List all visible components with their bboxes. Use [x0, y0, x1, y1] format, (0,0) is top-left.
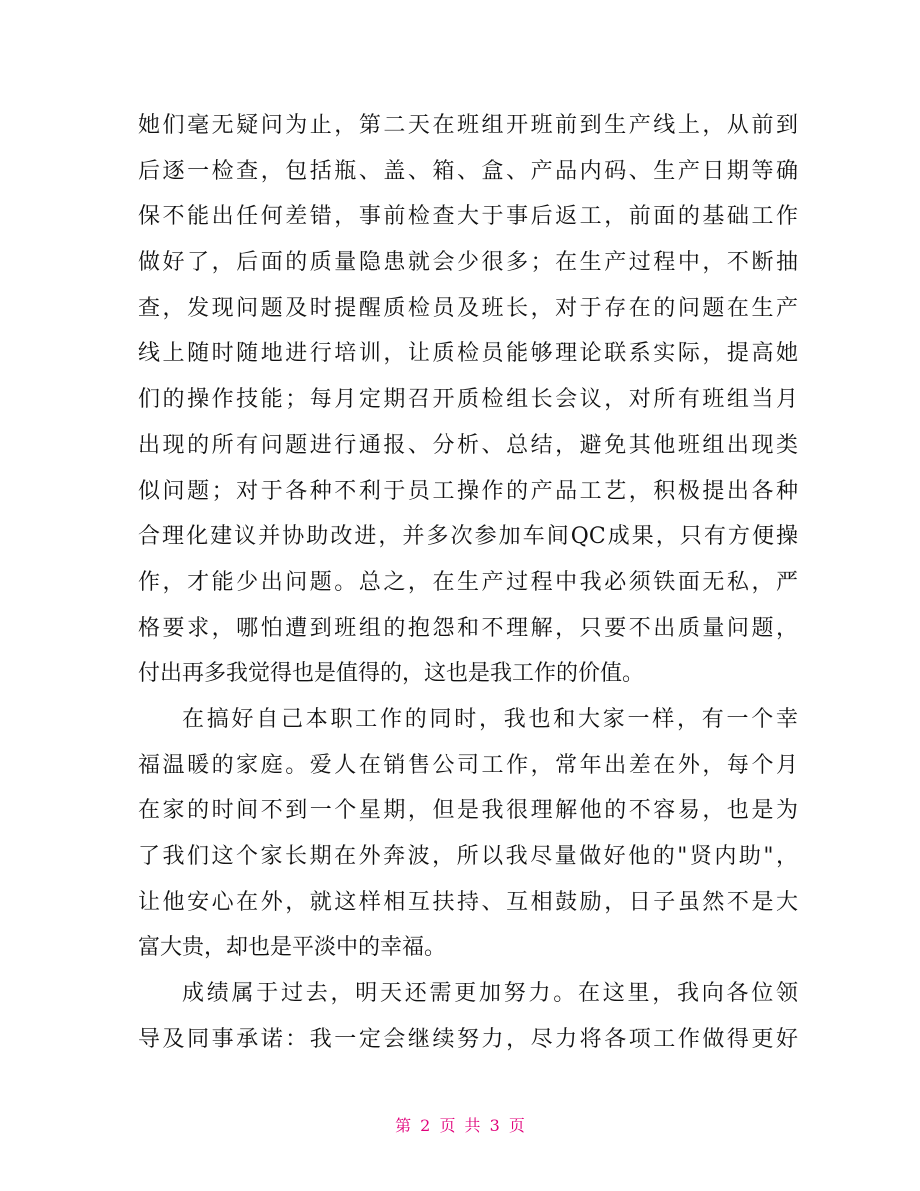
text-line: 查，发现问题及时提醒质检员及班长，对于存在的问题在生产 [138, 295, 798, 321]
paragraph-3 [138, 971, 798, 1062]
text-line: 富大贵，却也是平淡中的幸福。 [138, 935, 447, 961]
text-line: 让他安心在外，就这样相互扶持、互相鼓励，日子虽然不是大 [138, 889, 798, 915]
text-line: 福温暖的家庭。爱人在销售公司工作，常年出差在外，每个月 [138, 752, 798, 778]
text-line: 后逐一检查，包括瓶、盖、箱、盒、产品内码、生产日期等确 [138, 158, 798, 184]
document-body [138, 103, 798, 1062]
text-line: 线上随时随地进行培训，让质检员能够理论联系实际，提高她 [138, 341, 798, 367]
text-line: 在搞好自己本职工作的同时，我也和大家一样，有一个幸 [182, 706, 798, 732]
text-line: 她们毫无疑问为止，第二天在班组开班前到生产线上，从前到 [138, 113, 798, 138]
paragraph-2 [138, 697, 798, 971]
text-line: 导及同事承诺：我一定会继续努力，尽力将各项工作做得更好 [138, 1026, 798, 1052]
page-number-footer: 第 2 页 共 3 页 [395, 1116, 525, 1135]
text-line: 成绩属于过去，明天还需更加努力。在这里，我向各位领 [182, 981, 798, 1007]
paragraph-1 [138, 103, 798, 697]
text-line: 似问题；对于各种不利于员工操作的产品工艺，积极提出各种 [138, 478, 798, 504]
text-line: 出现的所有问题进行通报、分析、总结，避免其他班组出现类 [138, 432, 798, 458]
text-line: 了我们这个家长期在外奔波，所以我尽量做好他的"贤内助"， [138, 844, 798, 869]
text-line: 们的操作技能；每月定期召开质检组长会议，对所有班组当月 [138, 387, 798, 413]
text-line: 合理化建议并协助改进，并多次参加车间QC成果，只有方便操 [138, 524, 798, 550]
text-line: 做好了，后面的质量隐患就会少很多；在生产过程中，不断抽 [138, 250, 798, 276]
text-line: 作，才能少出问题。总之，在生产过程中我必须铁面无私，严 [138, 569, 798, 595]
text-line: 格要求，哪怕遭到班组的抱怨和不理解，只要不出质量问题， [138, 615, 798, 641]
text-line: 在家的时间不到一个星期，但是我很理解他的不容易，也是为 [138, 798, 798, 824]
text-line: 付出再多我觉得也是值得的，这也是我工作的价值。 [138, 661, 645, 687]
text-line: 保不能出任何差错，事前检查大于事后返工，前面的基础工作 [138, 204, 798, 230]
